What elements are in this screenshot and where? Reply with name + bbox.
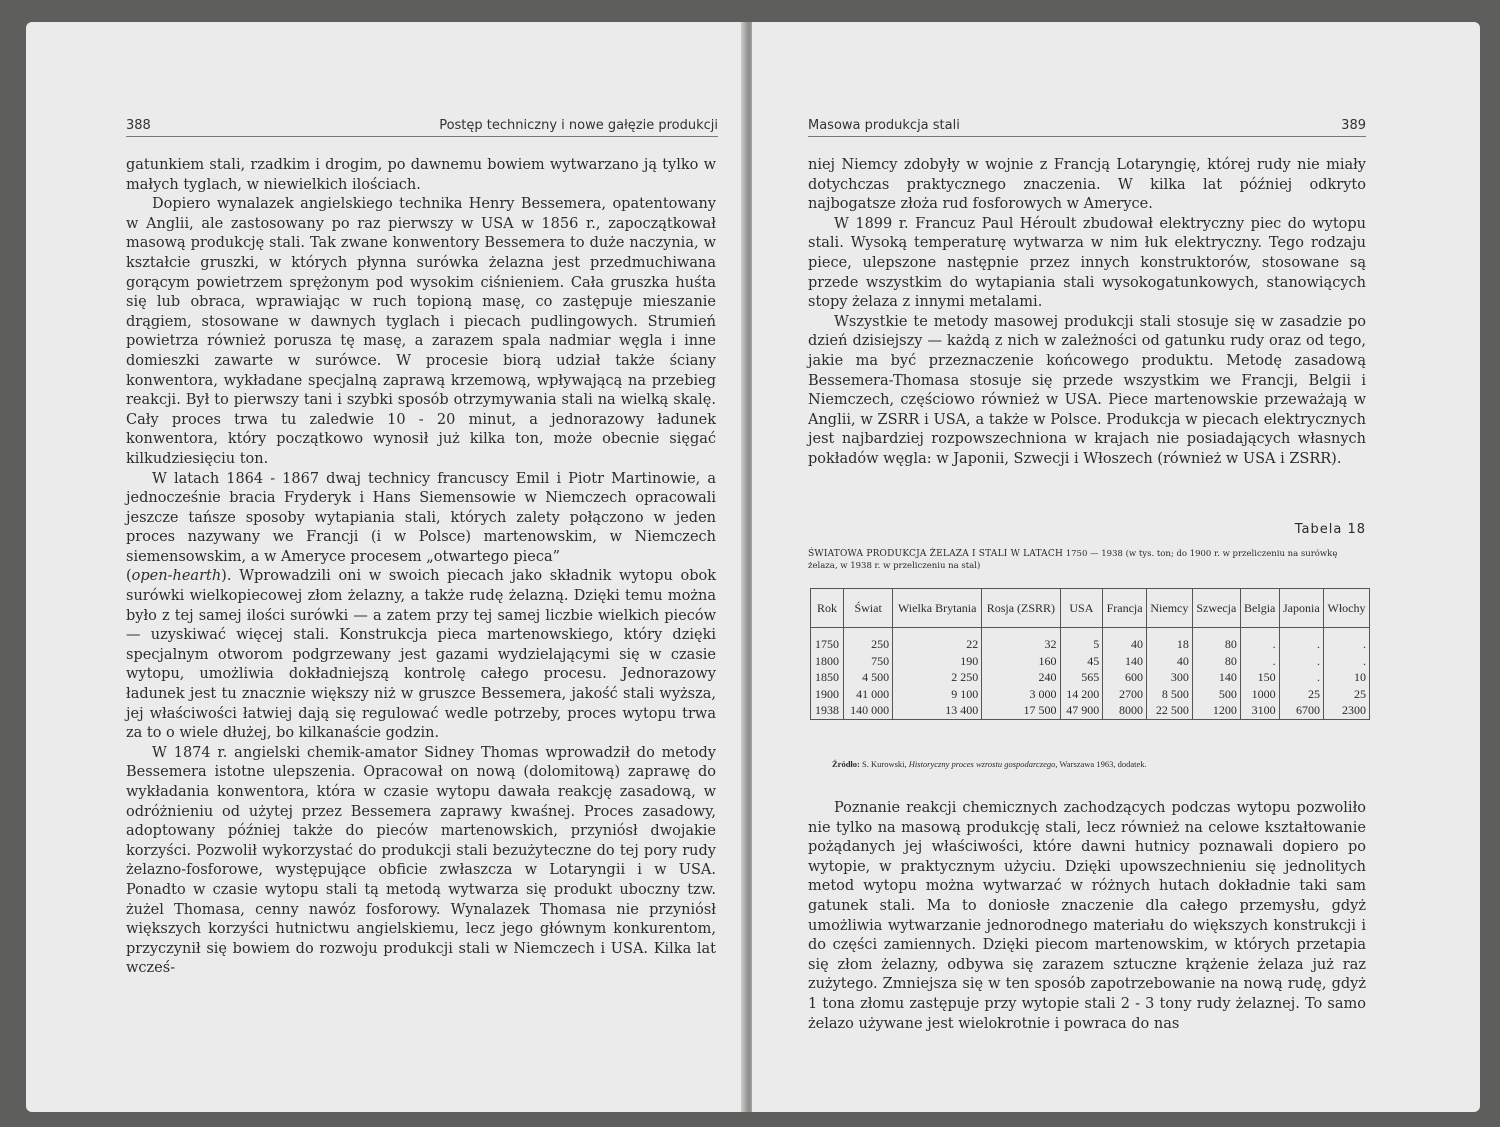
source-label: Źródło: bbox=[832, 759, 860, 769]
table-row bbox=[811, 686, 1370, 703]
left-page-number: 388 bbox=[126, 118, 151, 133]
table-cell: 8000 bbox=[1103, 702, 1147, 719]
table-cell: 41 000 bbox=[844, 686, 893, 703]
table-cell: 40 bbox=[1146, 653, 1192, 670]
table-cell: 17 500 bbox=[982, 702, 1060, 719]
table-cell: 4 500 bbox=[844, 669, 893, 686]
table-cell: 1800 bbox=[811, 653, 844, 670]
table-cell: 25 bbox=[1324, 686, 1370, 703]
table-cell: 160 bbox=[982, 653, 1060, 670]
right-body-text-top bbox=[808, 156, 1366, 470]
table-cell: 14 200 bbox=[1060, 686, 1103, 703]
right-page bbox=[752, 22, 1480, 1112]
table-header-cell: Włochy bbox=[1324, 589, 1370, 628]
table-cell: 8 500 bbox=[1146, 686, 1192, 703]
table-cell: 1938 bbox=[811, 702, 844, 719]
right-body-text-bottom bbox=[808, 799, 1366, 1034]
paragraph: niej Niemcy zdobyły w wojnie z Francją Lotaryngię, której rudy nie miały dotychczas praktycznego znaczenia. W kilka lat później odkryto najbogatsze złoża rud fosforowych w Ameryce. bbox=[808, 157, 1366, 213]
table-spacer-cell bbox=[844, 628, 893, 637]
table-caption-title: ŚWIATOWA PRODUKCJA ŻELAZA I STALI W LATACH bbox=[808, 549, 1064, 559]
table-cell: 3100 bbox=[1240, 702, 1279, 719]
table-spacer-cell bbox=[1146, 628, 1192, 637]
table-cell: 40 bbox=[1103, 636, 1147, 653]
table-cell: 10 bbox=[1324, 669, 1370, 686]
paragraph: W 1874 r. angielski chemik-amator Sidney Thomas wprowadził do metody Bessemera istotne ulepszenia. Opracował on nową (dolomitową) zaprawę do wykładania konwentora, która w czasie wytopu dawała reakcję zasadową, w odróżnieniu od użytej przez Bessemera zaprawy kwaśnej. Proces zasadowy, adoptowany później także do pieców martenowskich, przyniósł dwojakie korzyści. Pozwolił wykorzystać do produkcji stali bezużyteczne do tej pory rudy żelazno-fosforowe, występujące obficie zwłaszcza w Lotaryngii i w USA. Ponadto w czasie wytopu stali tą metodą wytwarza się produkt uboczny tzw. żużel Thomasa, cenny nawóz fosforowy. Wynalazek Thomasa nie przyniósł większych korzyści hutnictwu angielskiemu, lecz jego głównym konkurentom, przyczynił się bowiem do rozwoju produkcji stali w Niemczech i USA. Kilka lat wcześ- bbox=[126, 744, 716, 977]
table-cell: 500 bbox=[1192, 686, 1240, 703]
table-header-cell: Francja bbox=[1103, 589, 1147, 628]
paragraph: (open-hearth). Wprowadzili oni w swoich piecach jako składnik wytopu obok surówki wielkopiecowej złom żelazny, a także rudę żelazną. Dzięki temu można było z tej samej ilości surówki — a zatem przy tej samej liczbie wielkich pieców — uzyskiwać więcej stali. Konstrukcja pieca martenowskiego, który dzięki specjalnym otworom podgrzewany jest gazami wydzielającymi się w czasie wytopu, umożliwia dokładniejszą kontrolę całego procesu. Jednorazowy ładunek jest tu znacznie większy niż w gruszce Bessemera, jakość stali wyższa, jej właściwości łatwiej dają się regulować wedle potrzeby, proces wytopu trwa za to o wiele dłużej, bo kilkanaście godzin. bbox=[126, 568, 716, 742]
table-spacer-cell bbox=[1192, 628, 1240, 637]
table-caption-years: 1750 — 1938 bbox=[1065, 549, 1123, 559]
table-header-cell: Belgia bbox=[1240, 589, 1279, 628]
table-cell: 565 bbox=[1060, 669, 1103, 686]
table-cell: 2700 bbox=[1103, 686, 1147, 703]
table-cell: 300 bbox=[1146, 669, 1192, 686]
table-header-cell: Szwecja bbox=[1192, 589, 1240, 628]
left-running-title: Postęp techniczny i nowe gałęzie produkcji bbox=[439, 118, 718, 133]
table-cell: . bbox=[1240, 636, 1279, 653]
table-cell: 150 bbox=[1240, 669, 1279, 686]
table-header-cell: Wielka Brytania bbox=[893, 589, 982, 628]
table-row bbox=[811, 636, 1370, 653]
table-cell: 25 bbox=[1279, 686, 1323, 703]
table-cell: 1200 bbox=[1192, 702, 1240, 719]
table-cell: 45 bbox=[1060, 653, 1103, 670]
paragraph: gatunkiem stali, rzadkim i drogim, po dawnemu bowiem wytwarzano ją tylko w małych tyglach, w niewielkich ilościach. bbox=[126, 157, 716, 193]
table-source bbox=[832, 759, 1147, 769]
source-title: Historyczny proces wzrostu gospodarczego, bbox=[908, 759, 1058, 769]
left-page bbox=[26, 22, 746, 1112]
right-page-number: 389 bbox=[1341, 118, 1366, 133]
table-cell: 600 bbox=[1103, 669, 1147, 686]
table-cell: 1850 bbox=[811, 669, 844, 686]
table-row bbox=[811, 702, 1370, 719]
table-cell: . bbox=[1324, 653, 1370, 670]
right-running-head bbox=[808, 118, 1366, 137]
table-header-cell: Rok bbox=[811, 589, 844, 628]
table-header-cell: USA bbox=[1060, 589, 1103, 628]
table-cell: 190 bbox=[893, 653, 982, 670]
table-cell: 140 000 bbox=[844, 702, 893, 719]
table-cell: 22 500 bbox=[1146, 702, 1192, 719]
table-caption bbox=[808, 548, 1368, 572]
table-header-cell: Niemcy bbox=[1146, 589, 1192, 628]
paragraph: W 1899 r. Francuz Paul Héroult zbudował elektryczny piec do wytopu stali. Wysoką temperaturę wytwarza w nim łuk elektryczny. Tego rodzaju piece, ulepszone następnie przez innych konstruktorów, stosowane są przede wszystkim do wytapiania stali wysokogatunkowych, stanowiących stopy żelaza z innymi metalami. bbox=[808, 215, 1366, 311]
table-cell: 5 bbox=[1060, 636, 1103, 653]
table-spacer-cell bbox=[982, 628, 1060, 637]
table-cell: 1750 bbox=[811, 636, 844, 653]
table-cell: 140 bbox=[1103, 653, 1147, 670]
table-spacer-cell bbox=[893, 628, 982, 637]
production-table bbox=[810, 588, 1370, 720]
table-cell: 2300 bbox=[1324, 702, 1370, 719]
table-cell: 18 bbox=[1146, 636, 1192, 653]
table-spacer-cell bbox=[1103, 628, 1147, 637]
table-cell: 9 100 bbox=[893, 686, 982, 703]
table-header-cell: Świat bbox=[844, 589, 893, 628]
table-cell: 80 bbox=[1192, 636, 1240, 653]
table-spacer-cell bbox=[1240, 628, 1279, 637]
table-cell: 3 000 bbox=[982, 686, 1060, 703]
source-author: S. Kurowski, bbox=[862, 759, 907, 769]
table-cell: . bbox=[1240, 653, 1279, 670]
table-cell: . bbox=[1324, 636, 1370, 653]
table-label: Tabela 18 bbox=[1294, 522, 1366, 537]
table-cell: 6700 bbox=[1279, 702, 1323, 719]
table-cell: 47 900 bbox=[1060, 702, 1103, 719]
paragraph: Wszystkie te metody masowej produkcji stali stosuje się w zasadzie po dzień dzisiejszy — każdą z nich w zależności od gatunku rudy oraz od tego, jakie ma być przeznaczenie końcowego produktu. Metodę zasadową Bessemera-Thomasa stosuje się przede wszystkim we Francji, Belgii i Niemczech, częściowo również w USA. Piece martenowskie przeważają w Anglii, w ZSRR i USA, a także w Polsce. Produkcja w piecach elektrycznych jest najbardziej rozpowszechniona w krajach nie posiadających własnych pokładów węgla: w Japonii, Szwecji i Włoszech (również w USA i ZSRR). bbox=[808, 313, 1366, 467]
table-caption-note: (w tys. ton; do 1900 r. w przeliczeniu na surówkę żelaza, w 1938 r. w przeliczeniu na stal) bbox=[808, 549, 1338, 571]
table-row bbox=[811, 653, 1370, 670]
table-cell: . bbox=[1279, 636, 1323, 653]
table-spacer-cell bbox=[1279, 628, 1323, 637]
left-body-text bbox=[126, 156, 716, 979]
table-cell: 80 bbox=[1192, 653, 1240, 670]
table-cell: 1900 bbox=[811, 686, 844, 703]
table-cell: 13 400 bbox=[893, 702, 982, 719]
table-spacer-cell bbox=[811, 628, 844, 637]
italic-term: open-hearth bbox=[131, 568, 222, 585]
paragraph: W latach 1864 - 1867 dwaj technicy francuscy Emil i Piotr Martinowie, a jednocześnie bracia Fryderyk i Hans Siemensowie w Niemczech opracowali jeszcze tańsze sposoby wytapiania stali, których zalety połączono w jeden proces nazywany we Francji (i w Polsce) martenowskim, w Niemczech siemensowskim, a w Ameryce procesem „otwartego pieca” bbox=[126, 470, 716, 565]
table-header-cell: Japonia bbox=[1279, 589, 1323, 628]
left-running-head bbox=[126, 118, 718, 137]
table-cell: 240 bbox=[982, 669, 1060, 686]
table-header-row bbox=[811, 589, 1370, 628]
source-details: Warszawa 1963, dodatek. bbox=[1059, 759, 1147, 769]
table-cell: 750 bbox=[844, 653, 893, 670]
table-cell: . bbox=[1279, 669, 1323, 686]
table-spacer-cell bbox=[1060, 628, 1103, 637]
table-cell: . bbox=[1279, 653, 1323, 670]
right-running-title: Masowa produkcja stali bbox=[808, 118, 960, 133]
table-cell: 32 bbox=[982, 636, 1060, 653]
paragraph: Dopiero wynalazek angielskiego technika Henry Bessemera, opatentowany w Anglii, ale zastosowany po raz pierwszy w USA w 1856 r., zapoczątkował masową produkcję stali. Tak zwane konwentory Bessemera to duże naczynia, w kształcie gruszki, w których płynna surówka żelazna jest przedmuchiwana gorącym powietrzem sprężonym pod wysokim ciśnieniem. Cała gruszka huśta się lub obraca, wprawiając w ruch topioną masę, co zastępuje mieszanie drągiem, stosowane w dawnych tyglach i piecach pudlingowych. Strumień powietrza również porusza tę masę, a zarazem spala nadmiar węgla i inne domieszki zawarte w surówce. W procesie biorą udział także ściany konwentora, wykładane specjalną zaprawą krzemową, wpływającą na przebieg reakcji. Był to pierwszy tani i szybki sposób otrzymywania stali na wielką skalę. Cały proces trwa tu zaledwie 10 - 20 minut, a jednorazowy ładunek konwentora, który początkowo wynosił już kilka ton, może obecnie sięgać kilkudziesięciu ton. bbox=[126, 196, 716, 467]
paragraph: Poznanie reakcji chemicznych zachodzących podczas wytopu pozwoliło nie tylko na masową produkcję stali, lecz również na celowe kształtowanie pożądanych jej właściwości, które dawni hutnicy poznawali dopiero po wytopie, w praktycznym użyciu. Dzięki upowszechnieniu się jednolitych metod wytopu można wytwarzać w różnych hutach dokładnie taki sam gatunek stali. Ma to doniosłe znaczenie dla całego przemysłu, gdyż umożliwia wytwarzanie jednorodnego materiału do większych konstrukcji i do części zamiennych. Dzięki piecom martenowskim, w których przetapia się złom żelazny, odbywa się zarazem sztuczne krążenie żelaza już raz zużytego. Zmniejsza się w ten sposób zapotrzebowanie na nową rudę, gdyż 1 tona złomu zastępuje przy wytopie stali 2 - 3 tony rudy żelaznej. To samo żelazo używane jest wielokrotnie i powraca do nas bbox=[808, 800, 1366, 1032]
table-cell: 2 250 bbox=[893, 669, 982, 686]
table-header-cell: Rosja (ZSRR) bbox=[982, 589, 1060, 628]
table-cell: 140 bbox=[1192, 669, 1240, 686]
table-cell: 22 bbox=[893, 636, 982, 653]
table-cell: 250 bbox=[844, 636, 893, 653]
table-cell: 1000 bbox=[1240, 686, 1279, 703]
table-spacer-row bbox=[811, 628, 1370, 637]
table-row bbox=[811, 669, 1370, 686]
table-spacer-cell bbox=[1324, 628, 1370, 637]
